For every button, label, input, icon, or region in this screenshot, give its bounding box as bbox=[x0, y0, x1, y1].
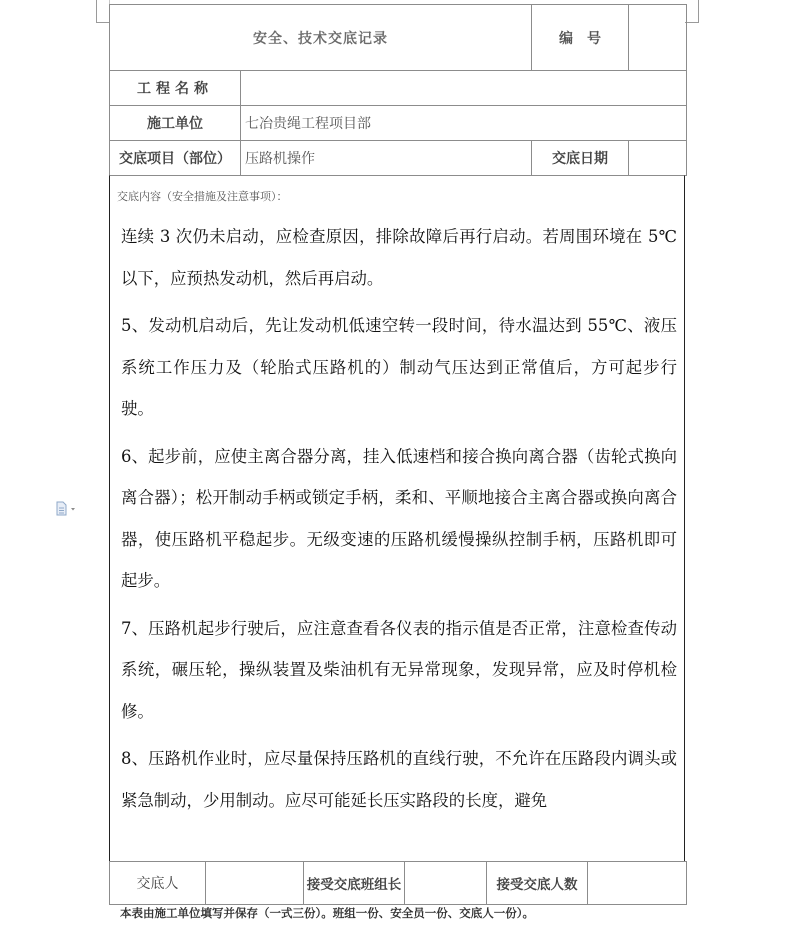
crop-mark-tr-h bbox=[685, 22, 699, 23]
document-title: 安全、技术交底记录 bbox=[110, 5, 532, 71]
content-paragraph: 5、发动机启动后，先让发动机低速空转一段时间，待水温达到 55℃、液压系统工作压力及（轮胎式压路机的）制动气压达到正常值后，方可起步行驶。 bbox=[121, 316, 677, 418]
content-paragraph: 8、压路机作业时，应尽量保持压路机的直线行驶，不允许在压路段内调头或紧急制动，少用制动。应尽可能延长压实路段的长度，避免 bbox=[121, 749, 677, 810]
content-box bbox=[109, 175, 685, 862]
date-label: 交底日期 bbox=[532, 141, 629, 176]
project-name-field[interactable] bbox=[241, 71, 687, 106]
content-paragraph: 7、压路机起步行驶后，应注意查看各仪表的指示值是否正常，注意检查传动系统，碾压轮，操纵装置及柴油机有无异常现象，发现异常，应及时停机检修。 bbox=[121, 618, 677, 721]
content-text[interactable] bbox=[121, 216, 677, 827]
item-field[interactable]: 压路机操作 bbox=[241, 141, 532, 176]
content-paragraph: 连续 3 次仍未启动，应检查原因，排除故障后再行启动。若周围环境在 5℃以下，应预热发动机，然后再启动。 bbox=[121, 227, 677, 288]
number-field[interactable] bbox=[629, 5, 687, 71]
header-table bbox=[109, 4, 687, 176]
count-field[interactable] bbox=[588, 862, 687, 905]
team-leader-label: 接受交底班组长 bbox=[304, 862, 405, 905]
chevron-down-icon bbox=[71, 508, 75, 511]
document-icon[interactable] bbox=[55, 501, 77, 517]
date-field[interactable] bbox=[629, 141, 687, 176]
count-label: 接受交底人数 bbox=[487, 862, 588, 905]
unit-field[interactable]: 七冶贵绳工程项目部 bbox=[241, 106, 687, 141]
project-name-label: 工程名称 bbox=[110, 71, 241, 106]
crop-mark-tr-v bbox=[698, 0, 699, 22]
crop-mark-tl-h bbox=[96, 22, 110, 23]
team-leader-field[interactable] bbox=[405, 862, 487, 905]
content-hint: 交底内容（安全措施及注意事项）： bbox=[117, 190, 288, 203]
number-label: 编 号 bbox=[532, 5, 629, 71]
footer-note: 本表由施工单位填写并保存（一式三份）。班组一份、安全员一份、交底人一份）。 bbox=[120, 906, 534, 920]
item-label: 交底项目（部位） bbox=[110, 141, 241, 176]
content-paragraph: 6、起步前，应使主离合器分离，挂入低速档和接合换向离合器（齿轮式换向离合器）；松开制动手柄或锁定手柄，柔和、平顺地接合主离合器或换向离合器，使压路机平稳起步。无级变速的压路机缓慢操纵控制手柄，压路机即可起步。 bbox=[121, 446, 677, 590]
presenter-field[interactable] bbox=[206, 862, 304, 905]
presenter-label: 交底人 bbox=[110, 862, 206, 905]
unit-label: 施工单位 bbox=[110, 106, 241, 141]
crop-mark-tl-v bbox=[96, 0, 97, 22]
footer-table bbox=[109, 861, 687, 905]
